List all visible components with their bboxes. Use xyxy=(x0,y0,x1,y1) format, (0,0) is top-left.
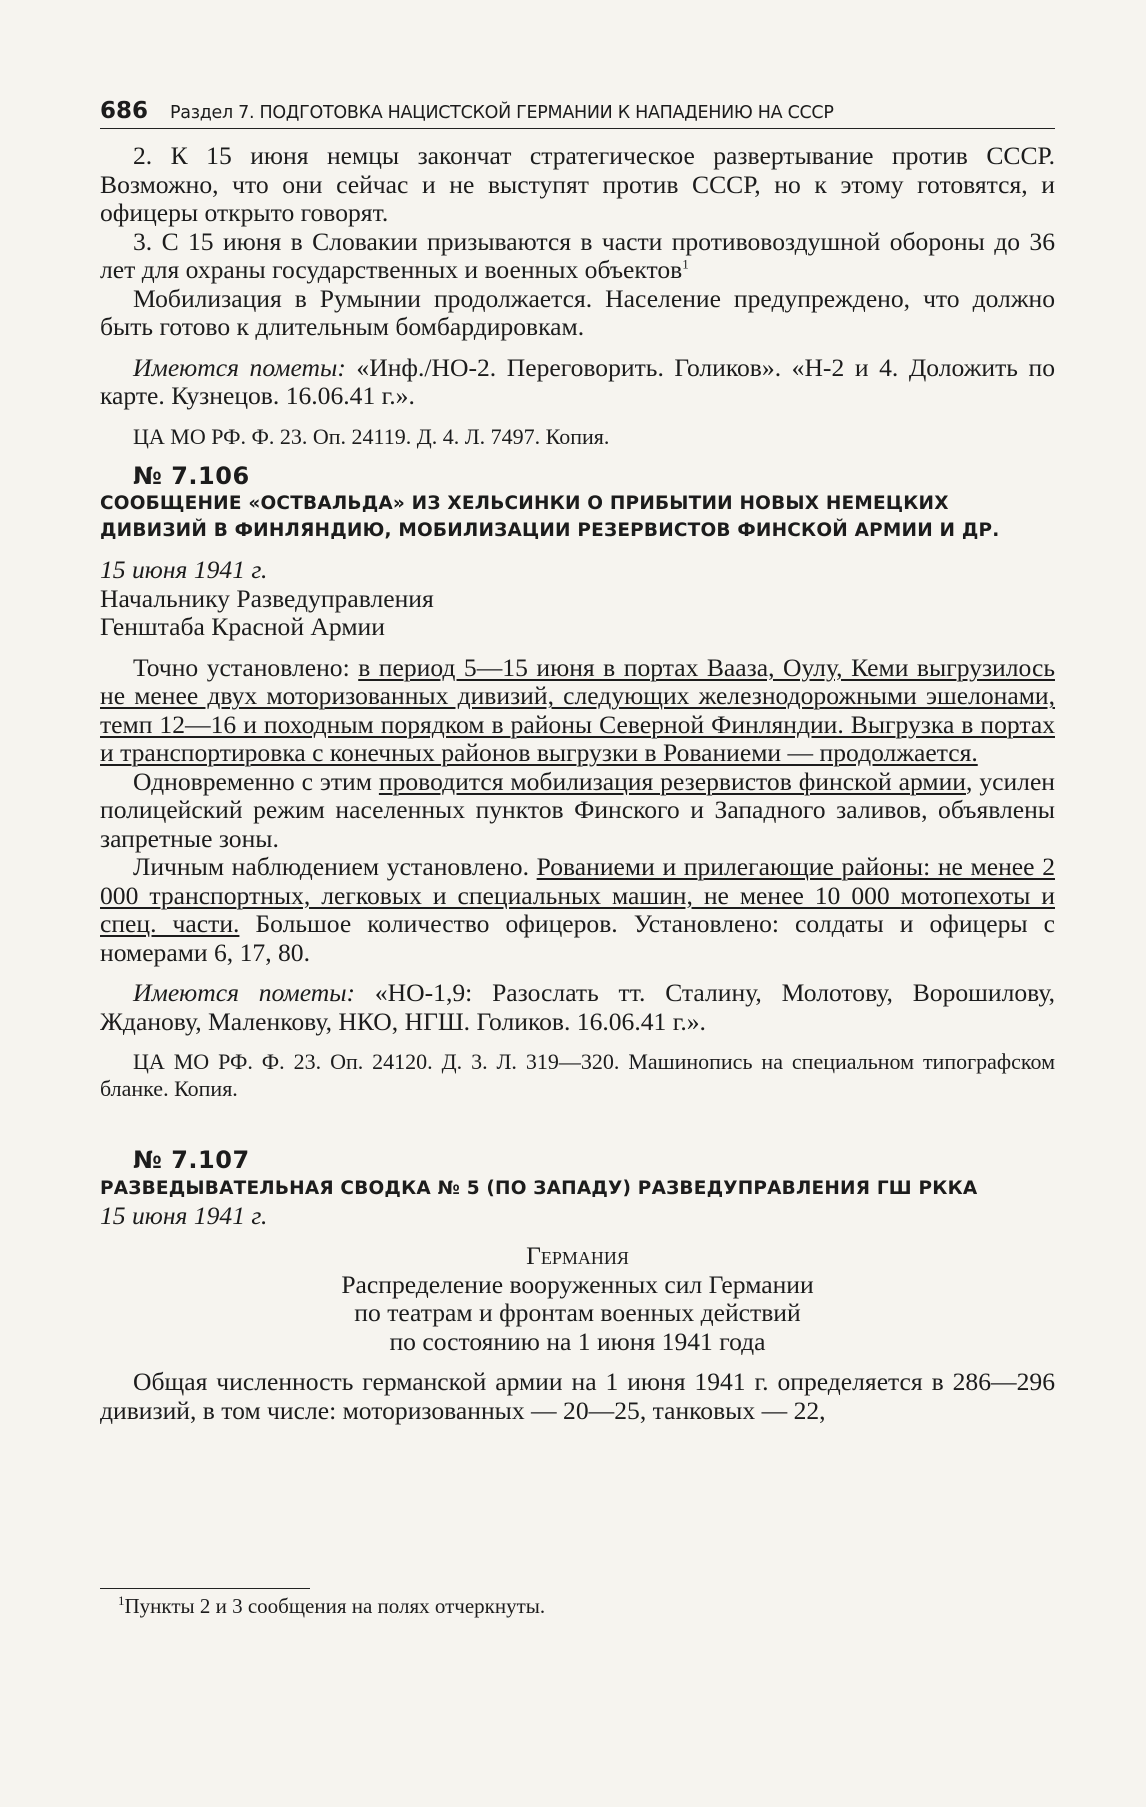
doc-106-title: СООБЩЕНИЕ «ОСТВАЛЬДА» ИЗ ХЕЛЬСИНКИ О ПРИБЫТИИ НОВЫХ НЕМЕЦКИХ ДИВИЗИЙ В ФИНЛЯНДИЮ, МОБИЛИЗАЦИИ РЕЗЕРВИСТОВ ФИНСКОЙ АРМИИ И ДР. xyxy=(100,493,1000,541)
prev-doc-paragraph: 3. С 15 июня в Словакии призываются в части противовоздушной обороны до 36 лет для охраны государственных и военных объектов$^1$ xyxy=(100,226,1055,284)
page-header xyxy=(100,98,1055,129)
doc-107-subtitle: Распределение вооруженных сил Германии xyxy=(341,1269,814,1299)
doc-106-marks: Имеются пометы: «НО-1,9: Разослать тт. Сталину, Молотову, Ворошилову, Жданову, Маленкову, НКО, НГШ. Голиков. 16.06.41 г.». xyxy=(100,978,1055,1036)
doc-107-number: № 7.107 xyxy=(133,1146,250,1174)
doc-107-subtitle: по театрам и фронтам военных действий xyxy=(354,1298,801,1327)
prev-doc-archive: ЦА МО РФ. Ф. 23. Оп. 24119. Д. 4. Л. 7497. Копия. xyxy=(133,423,610,449)
prev-doc-paragraph: Мобилизация в Румынии продолжается. Население предупреждено, что должно быть готово к длительным бомбардировкам. xyxy=(100,283,1055,341)
doc-106-archive: ЦА МО РФ. Ф. 23. Оп. 24120. Д. 3. Л. 319—320. Машинопись на специальном типографском бланке. Копия. xyxy=(100,1049,1055,1101)
doc-107-paragraph: Общая численность германской армии на 1 июня 1941 г. определяется в 286—296 дивизий, в том числе: моторизованных — 20—25, танковых — 22, xyxy=(100,1367,1055,1425)
doc-106-addressee: Генштаба Красной Армии xyxy=(100,612,385,641)
page-number: 686 xyxy=(100,98,149,124)
doc-106-paragraph: Точно установлено: в период 5—15 июня в портах Вааза, Оулу, Кеми выгрузилось не менее двух моторизованных дивизий, следующих железнодорожными эшелонами, темп 12—16 и походным порядком в районы Северной Финляндии. Выгрузка в портах и транспортировка с конечных районов выгрузки в Рованиеми — продолжается. xyxy=(100,652,1055,767)
doc-106-addressee: Начальнику Разведуправления xyxy=(100,583,434,613)
running-title: Раздел 7. ПОДГОТОВКА НАЦИСТСКОЙ ГЕРМАНИИ К НАПАДЕНИЮ НА СССР xyxy=(170,103,834,123)
prev-doc-paragraph: 2. К 15 июня немцы закончат стратегическое развертывание против СССР. Возможно, что они сейчас и не выступят против СССР, но к этому готовятся, и офицеры открыто говорят. xyxy=(100,141,1055,227)
doc-107-title: РАЗВЕДЫВАТЕЛЬНАЯ СВОДКА № 5 (ПО ЗАПАДУ) РАЗВЕДУПРАВЛЕНИЯ ГШ РККА xyxy=(100,1177,978,1199)
page-content xyxy=(100,142,1055,1425)
doc-106-number: № 7.106 xyxy=(133,461,250,490)
doc-106-date: 15 июня 1941 г. xyxy=(100,555,268,584)
doc-106-paragraph: Одновременно с этим проводится мобилизация резервистов финской армии, усилен полицейский режим населенных пунктов Финского и Западного заливов, объявлены запретные зоны. xyxy=(100,766,1055,853)
footnote-ref: 1 xyxy=(682,256,689,272)
footnote: $^1$Пункты 2 и 3 сообщения на полях отчеркнуты. xyxy=(118,1593,546,1618)
footnote-divider xyxy=(100,1588,310,1589)
doc-107-date: 15 июня 1941 г. xyxy=(100,1200,268,1230)
doc-107-subtitle: по состоянию на 1 июня 1941 года xyxy=(389,1326,766,1356)
prev-doc-marks: Имеются пометы: «Инф./НО-2. Переговорить. Голиков». «Н-2 и 4. Доложить по карте. Кузнецов. 16.06.41 г.». xyxy=(100,352,1055,410)
doc-106-paragraph: Личным наблюдением установлено. Рованиеми и прилегающие районы: не менее 2 000 транспортных, легковых и специальных машин, не менее 10 000 мотопехоты и спец. части. Большое количество офицеров. Установлено: солдаты и офицеры с номерами 6, 17, 80. xyxy=(100,852,1056,967)
doc-107-section: Германия xyxy=(526,1241,629,1270)
